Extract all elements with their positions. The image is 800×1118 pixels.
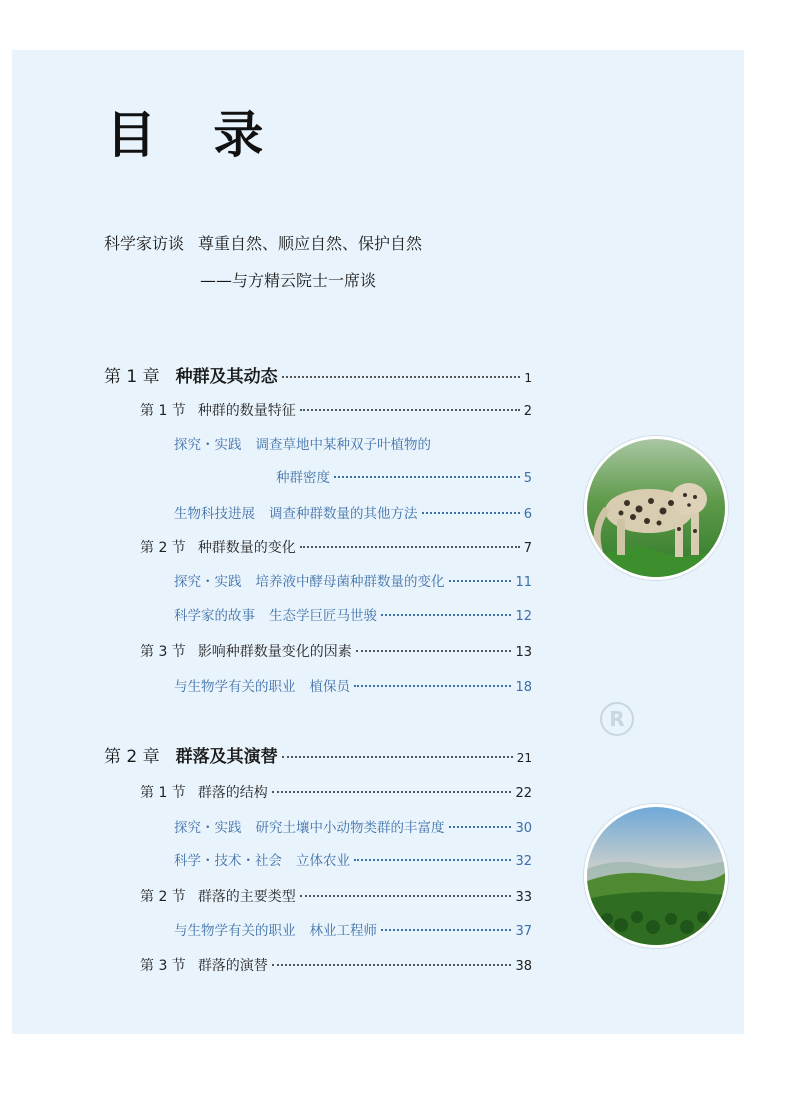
- toc-sub-2-2-a[interactable]: [174, 920, 532, 943]
- sub-title: 调查种群数量的其他方法: [269, 506, 418, 522]
- page-number: 38: [515, 959, 532, 974]
- sub-title-continued: 种群密度: [276, 470, 330, 486]
- leader-dots: [272, 963, 512, 966]
- section-title: 影响种群数量变化的因素: [197, 644, 352, 660]
- section-number: 第 2 节: [140, 889, 186, 905]
- leader-dots: [282, 755, 513, 758]
- toc-chapter-2[interactable]: [104, 746, 532, 769]
- page-number: 1: [524, 371, 532, 385]
- sub-category: 探究・实践: [174, 437, 242, 453]
- interview-topic: 尊重自然、顺应自然、保护自然: [198, 234, 423, 253]
- leader-dots: [381, 928, 511, 931]
- page-title: 目 录: [106, 105, 284, 164]
- toc-sub-1-3-a[interactable]: [174, 676, 532, 699]
- leader-dots: [300, 408, 520, 411]
- section-number: 第 2 节: [140, 540, 186, 556]
- chapter-title: 群落及其演替: [175, 747, 278, 767]
- sub-title: 林业工程师: [309, 923, 377, 939]
- leader-dots: [354, 858, 511, 861]
- section-number: 第 3 节: [140, 644, 186, 660]
- section-title: 群落的结构: [197, 785, 268, 801]
- toc-sub-1-1-a-line1[interactable]: [174, 434, 431, 456]
- toc-section-1-3[interactable]: [140, 641, 532, 664]
- toc-sub-1-2-b[interactable]: [174, 605, 532, 628]
- leader-dots: [381, 613, 511, 616]
- page-number: 2: [523, 404, 532, 419]
- toc-section-2-1[interactable]: [140, 782, 532, 805]
- sub-category: 与生物学有关的职业: [174, 679, 296, 695]
- leader-dots: [449, 579, 512, 582]
- sub-category: 探究・实践: [174, 574, 242, 590]
- page-number: 32: [515, 854, 532, 869]
- section-title: 种群的数量特征: [197, 403, 296, 419]
- sub-title: 生态学巨匠马世骏: [269, 608, 377, 624]
- page-number: 13: [515, 645, 532, 660]
- sub-title: 植保员: [309, 679, 350, 695]
- page-number: 12: [515, 609, 532, 624]
- page-number: 11: [515, 575, 532, 590]
- sub-title: 调查草地中某种双子叶植物的: [255, 437, 431, 453]
- toc-sub-2-1-a[interactable]: [174, 817, 532, 840]
- section-number: 第 3 节: [140, 958, 186, 974]
- leader-dots: [449, 825, 512, 828]
- page-number: 21: [516, 751, 532, 765]
- leader-dots: [300, 894, 512, 897]
- sub-category: 生物科技进展: [174, 506, 255, 522]
- toc-section-2-2[interactable]: [140, 886, 532, 909]
- leader-dots: [422, 511, 520, 514]
- toc-sub-2-1-b[interactable]: [174, 850, 532, 873]
- leader-dots: [282, 375, 521, 378]
- toc-sub-1-1-a-line2[interactable]: [276, 467, 532, 490]
- page-number: 37: [515, 924, 532, 939]
- leader-dots: [334, 475, 520, 478]
- leader-dots: [356, 649, 512, 652]
- sub-title: 立体农业: [296, 853, 350, 869]
- leader-dots: [272, 790, 512, 793]
- leader-dots: [300, 545, 520, 548]
- section-title: 群落的主要类型: [197, 889, 296, 905]
- leopard-photo: [584, 436, 728, 580]
- section-number: 第 1 节: [140, 785, 186, 801]
- section-number: 第 1 节: [140, 403, 186, 419]
- toc-section-1-1[interactable]: [140, 400, 532, 423]
- registered-trademark-icon: R: [600, 702, 634, 736]
- sub-category: 科学家的故事: [174, 608, 255, 624]
- section-title: 种群数量的变化: [197, 540, 296, 556]
- page-number: 5: [523, 471, 532, 486]
- sub-title: 培养液中酵母菌种群数量的变化: [255, 574, 445, 590]
- sub-category: 探究・实践: [174, 820, 242, 836]
- sub-category: 科学・技术・社会: [174, 853, 282, 869]
- interview-subtitle: ——与方精云院士一席谈: [200, 271, 377, 290]
- leader-dots: [354, 684, 511, 687]
- grassland-landscape-photo: [584, 804, 728, 948]
- page-number: 33: [515, 890, 532, 905]
- page-number: 22: [515, 786, 532, 801]
- chapter-number: 第 1 章: [104, 367, 160, 387]
- interview-label: 科学家访谈: [104, 234, 185, 253]
- chapter-title: 种群及其动态: [175, 367, 278, 387]
- section-title: 群落的演替: [197, 958, 268, 974]
- chapter-number: 第 2 章: [104, 747, 160, 767]
- toc-chapter-1[interactable]: [104, 366, 532, 389]
- toc-sub-1-2-a[interactable]: [174, 571, 532, 594]
- toc-section-1-2[interactable]: [140, 537, 532, 560]
- toc-section-2-3[interactable]: [140, 955, 532, 978]
- sub-title: 研究土壤中小动物类群的丰富度: [255, 820, 445, 836]
- page-number: 6: [523, 507, 532, 522]
- toc-sub-1-1-b[interactable]: [174, 503, 532, 526]
- page-number: 18: [515, 680, 532, 695]
- page-number: 7: [523, 541, 532, 556]
- interview-heading[interactable]: [104, 233, 422, 255]
- sub-category: 与生物学有关的职业: [174, 923, 296, 939]
- page-number: 30: [515, 821, 532, 836]
